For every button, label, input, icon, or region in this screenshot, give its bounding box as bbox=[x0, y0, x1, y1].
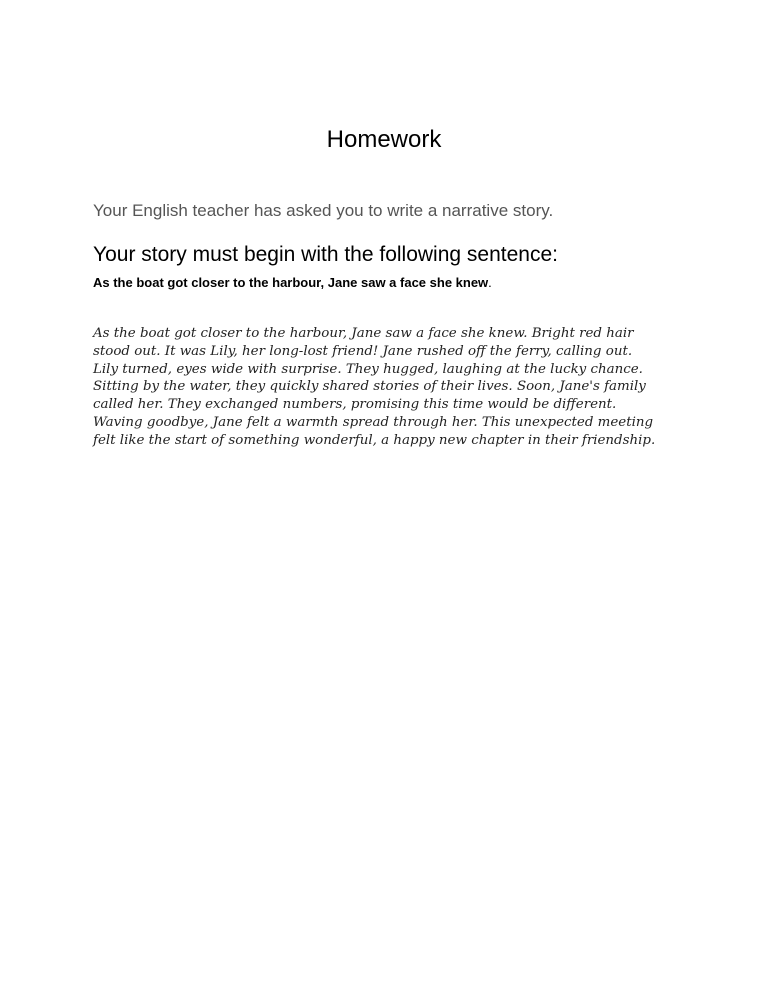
story-line: Waving goodbye, Jane felt a warmth spread through her. This unexpected meeting bbox=[93, 414, 654, 430]
opening-sentence-period: . bbox=[488, 275, 492, 290]
opening-sentence bbox=[93, 274, 492, 292]
page-title: Homework bbox=[326, 126, 442, 153]
story-line: Sitting by the water, they quickly shared stories of their lives. Soon, Jane's family bbox=[93, 379, 646, 395]
story-line: called her. They exchanged numbers, promising this time would be different. bbox=[93, 397, 617, 413]
story-text bbox=[93, 325, 683, 450]
requirement-heading: Your story must begin with the following sentence: bbox=[93, 243, 558, 266]
instruction-text: Your English teacher has asked you to write a narrative story. bbox=[93, 201, 554, 220]
opening-sentence-bold: As the boat got closer to the harbour, Jane saw a face she knew bbox=[93, 275, 489, 290]
story-line: As the boat got closer to the harbour, Jane saw a face she knew. Bright red hair bbox=[93, 326, 634, 341]
story-line: stood out. It was Lily, her long-lost friend! Jane rushed off the ferry, calling out. bbox=[93, 343, 633, 359]
story-line: felt like the start of something wonderful, a happy new chapter in their friendship. bbox=[93, 432, 656, 448]
story-line: Lily turned, eyes wide with surprise. They hugged, laughing at the lucky chance. bbox=[93, 361, 643, 377]
